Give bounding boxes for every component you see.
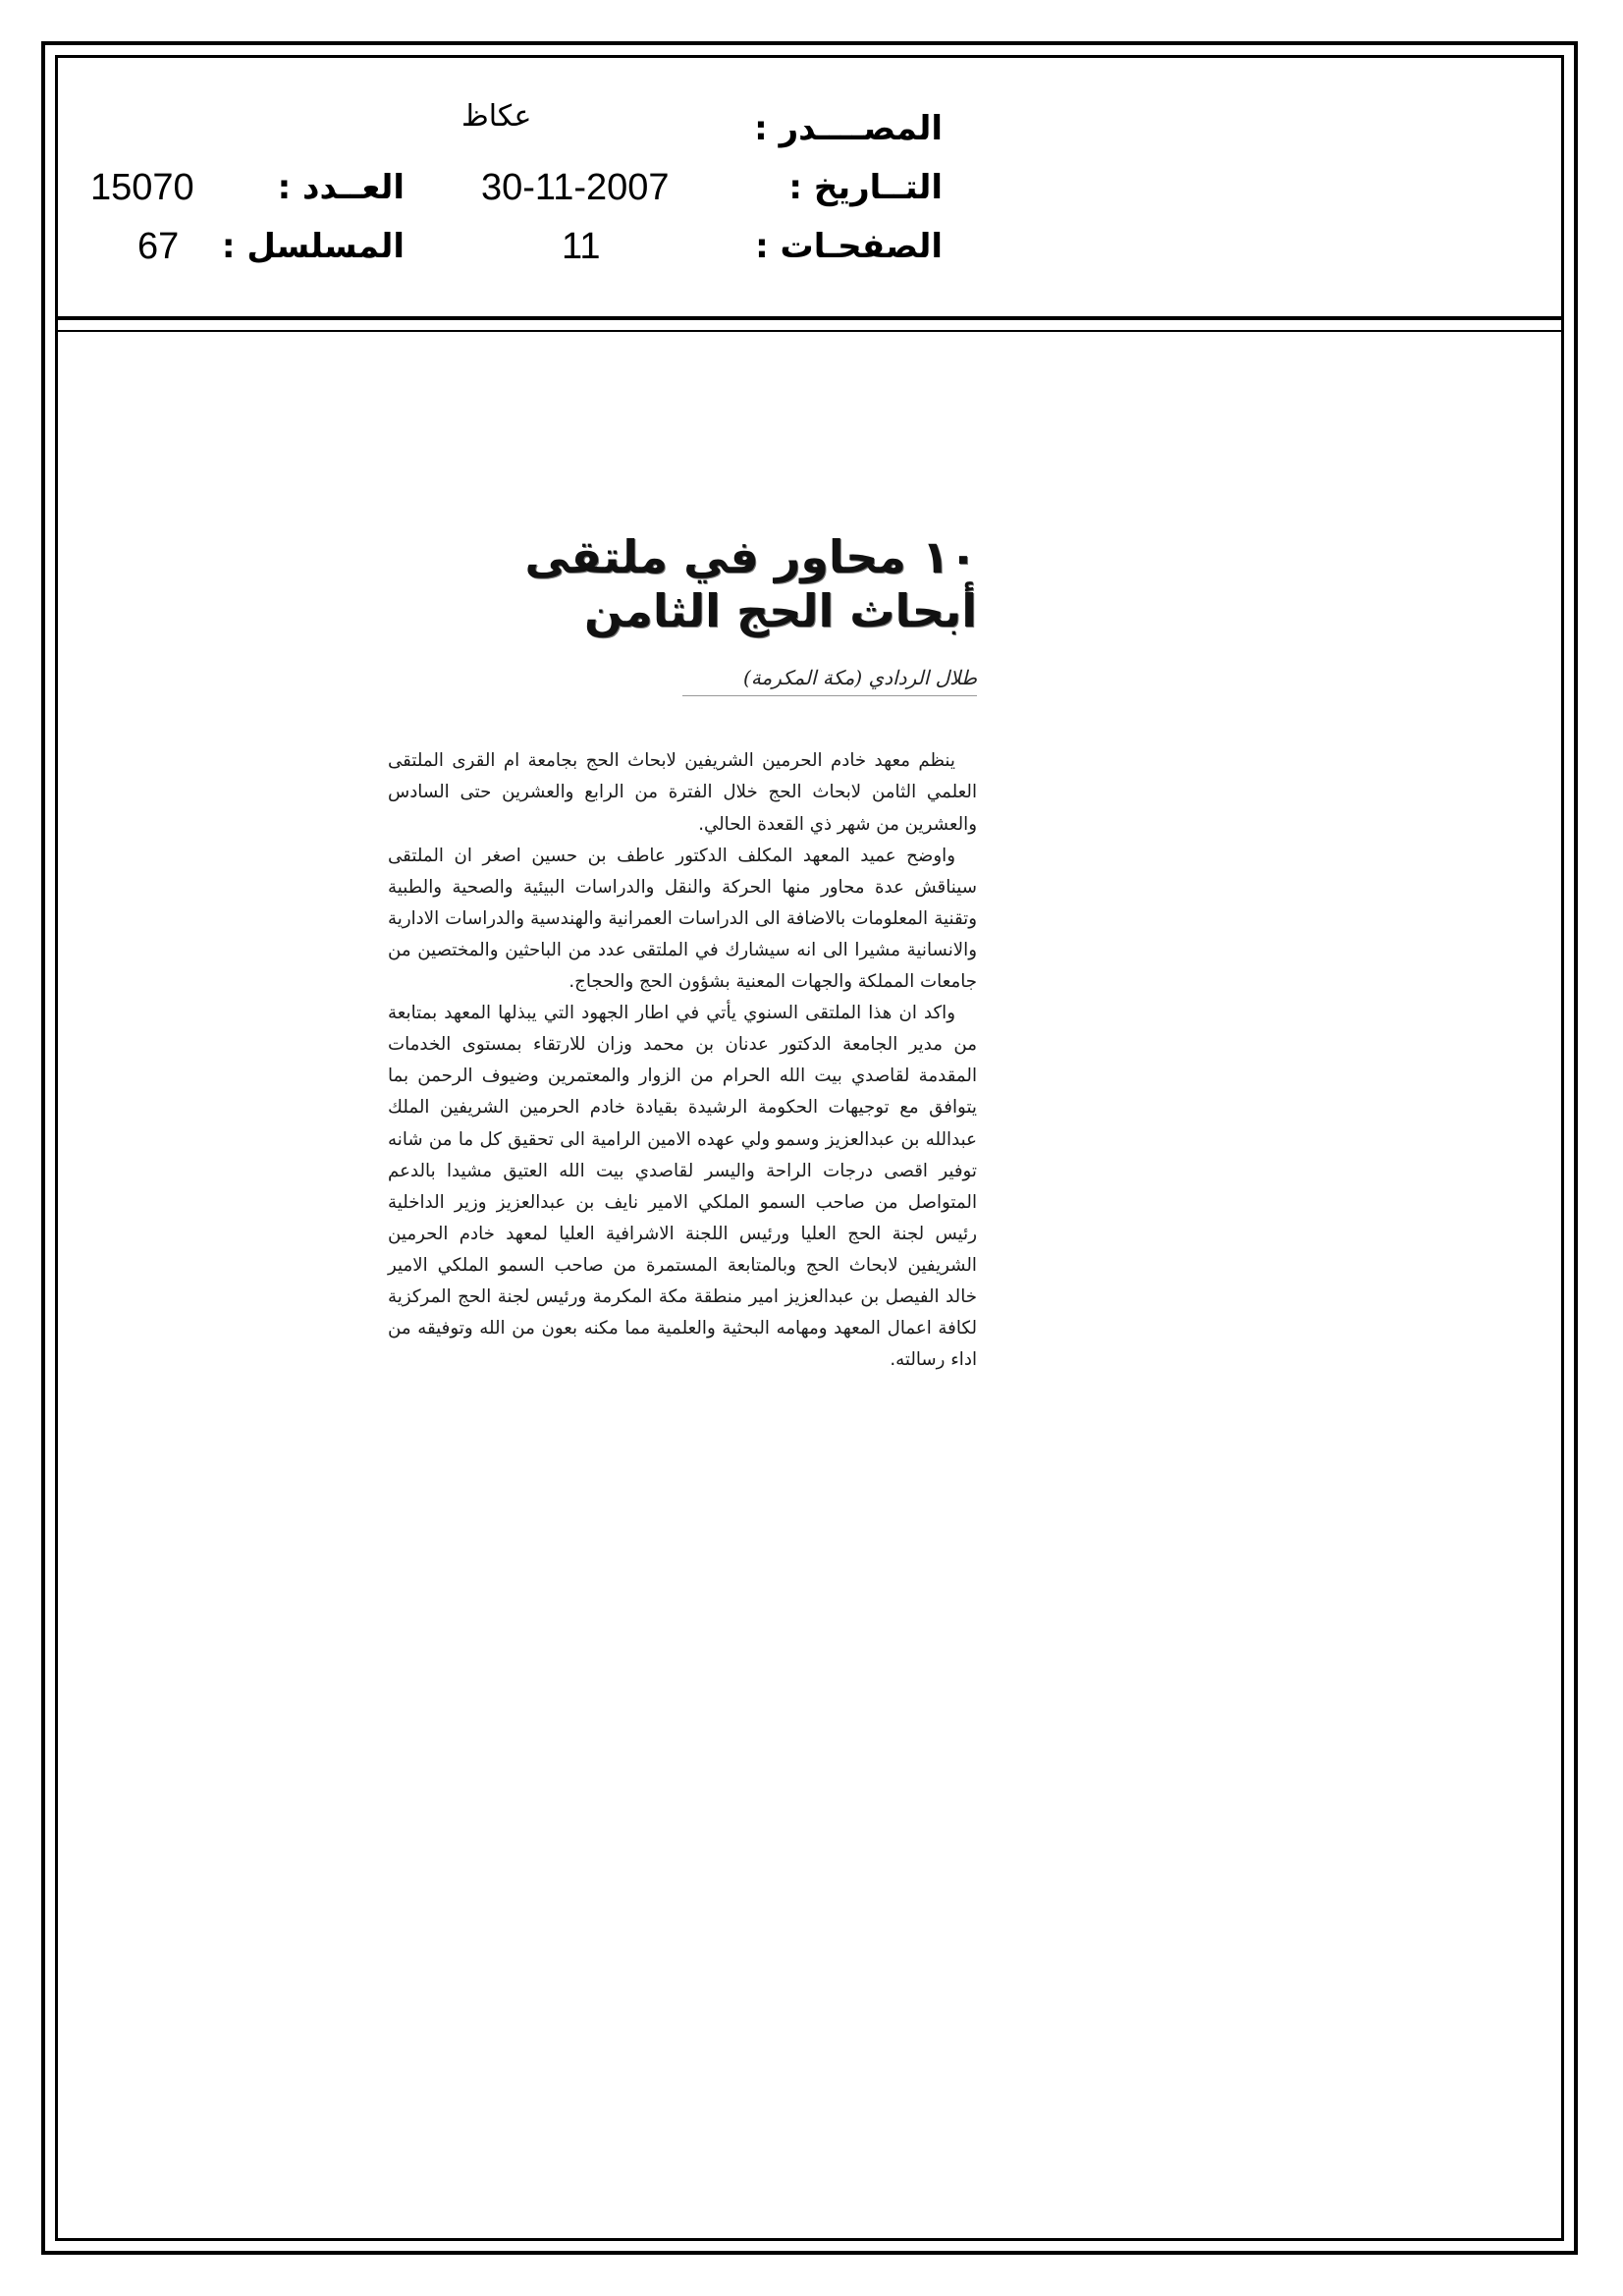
pages-value: 11 [562,226,601,267]
article-paragraph: ينظم معهد خادم الحرمين الشريفين لابحاث الحج بجامعة ام القرى الملتقى العلمي الثامن لابحاث الحج خلال الفترة من الرابع والعشرين حتى السادس والعشرين من شهر ذي القعدة الحالي. [388,750,977,835]
source-value: عكاظ [461,99,532,134]
date-label: التــاريخ : [788,168,943,207]
byline-underline [682,695,977,696]
issue-value: 15070 [90,167,194,208]
source-label: المصــــدر : [754,109,943,148]
serial-value: 67 [137,226,180,267]
article-byline: طلال الردادي (مكة المكرمة) [743,666,977,690]
header-divider-thin [55,330,1564,332]
date-value: 30-11-2007 [481,167,670,208]
article-headline: ١٠ محاور في ملتقى أبحاث الحج الثامن [524,530,977,638]
serial-label: المسلسل : [221,227,405,266]
issue-label: العــدد : [277,168,405,207]
article-paragraph: واكد ان هذا الملتقى السنوي يأتي في اطار الجهود التي يبذلها المعهد بمتابعة من مدير الجامعة الدكتور عدنان بن محمد وزان للارتقاء بمستوى الخدمات المقدمة لقاصدي بيت الله الحرام من الزوار والمعتمرين وضيوف الرحمن بما يتوافق مع توجيهات الحكومة الرشيدة بقيادة خادم الحرمين الشريفين الملك عبدالله بن عبدالعزيز وسمو ولي عهده الامين الرامية الى تحقيق كل ما من شانه توفير اقصى درجات الراحة واليسر لقاصدي بيت الله العتيق مشيدا بالدعم المتواصل من صاحب السمو الملكي الامير نايف بن عبدالعزيز وزير الداخلية رئيس لجنة الحج العليا ورئيس اللجنة الاشرافية العليا لمعهد خادم الحرمين الشريفين لابحاث الحج وبالمتابعة المستمرة من صاحب السمو الملكي الامير خالد الفيصل بن عبدالعزيز امير منطقة مكة المكرمة ورئيس لجنة الحج المركزية لكافة اعمال المعهد ومهامه البحثية والعلمية مما مكنه بعون من الله وتوفيقه من اداء رسالته. [388,1003,977,1371]
article-body [388,745,977,1376]
pages-label: الصفحـات : [755,227,943,266]
header-divider [55,316,1564,320]
article-clipping [388,530,977,1376]
article-paragraph: واوضح عميد المعهد المكلف الدكتور عاطف بن حسين اصغر ان الملتقى سيناقش عدة محاور منها الحركة والنقل والدراسات البيئية والصحية والطبية وتقنية المعلومات بالاضافة الى الدراسات العمرانية والهندسية والدراسات الادارية والانسانية مشيرا الى انه سيشارك في الملتقى عدد من الباحثين والمختصين من جامعات المملكة والجهات المعنية بشؤون الحج والحجاج. [388,845,977,993]
